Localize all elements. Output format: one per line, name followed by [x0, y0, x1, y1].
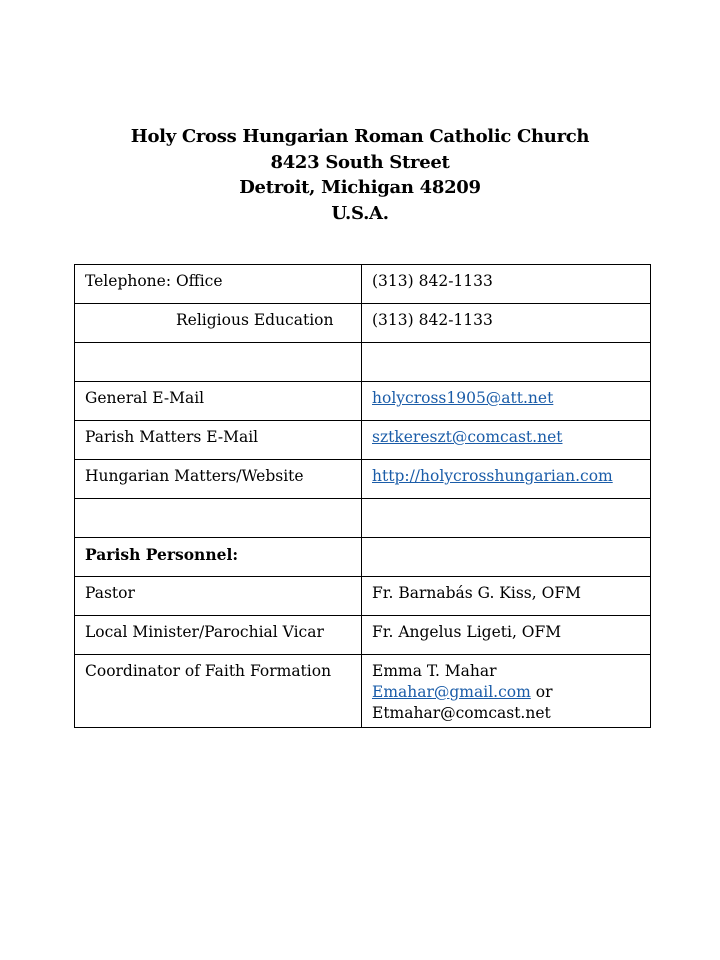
table-row: [75, 616, 651, 655]
table-row: [75, 304, 651, 343]
parish-personnel-heading: Parish Personnel:: [75, 538, 362, 577]
hungarian-website-cell: [362, 460, 651, 499]
city-state-zip: Detroit, Michigan 48209: [239, 177, 481, 198]
parish-email-cell: [362, 421, 651, 460]
empty-row: [75, 499, 651, 538]
religious-education-label: Religious Education: [176, 311, 334, 329]
vicar-label: Local Minister/Parochial Vicar: [75, 616, 362, 655]
table-row: [75, 421, 651, 460]
religious-education-cell: [75, 304, 362, 343]
table-row: [75, 538, 651, 577]
contact-table: [74, 264, 651, 728]
table-row: [75, 265, 651, 304]
or-text: or: [530, 683, 553, 701]
church-name: Holy Cross Hungarian Roman Catholic Church: [130, 126, 590, 147]
telephone-office-value: (313) 842-1133: [362, 265, 651, 304]
general-email-link[interactable]: holycross1905@att.net: [372, 389, 554, 407]
coordinator-email-link[interactable]: Emahar@gmail.com: [372, 683, 531, 701]
coordinator-cell: [362, 655, 651, 728]
empty-cell: [362, 538, 651, 577]
parish-email-link[interactable]: sztkereszt@comcast.net: [372, 428, 563, 446]
coordinator-email-line: [372, 682, 640, 703]
coordinator-email-alt: Etmahar@comcast.net: [372, 704, 551, 722]
empty-cell: [75, 499, 362, 538]
general-email-label: General E-Mail: [75, 382, 362, 421]
empty-row: [75, 343, 651, 382]
table-row: [75, 382, 651, 421]
table-row: [75, 577, 651, 616]
empty-cell: [75, 343, 362, 382]
website-link[interactable]: http://holycrosshungarian.com: [372, 467, 613, 485]
street-address: 8423 South Street: [270, 151, 450, 173]
coordinator-name: Emma T. Mahar: [372, 662, 497, 680]
vicar-value: Fr. Angelus Ligeti, OFM: [362, 616, 651, 655]
pastor-value: Fr. Barnabás G. Kiss, OFM: [362, 577, 651, 616]
religious-education-value: (313) 842-1133: [362, 304, 651, 343]
country: U.S.A.: [331, 202, 389, 224]
table-row: [75, 460, 651, 499]
coordinator-label: Coordinator of Faith Formation: [75, 655, 362, 728]
church-address-header: [0, 124, 720, 226]
telephone-office-label: Telephone: Office: [75, 265, 362, 304]
hungarian-website-label: Hungarian Matters/Website: [75, 460, 362, 499]
general-email-cell: [362, 382, 651, 421]
table-row: [75, 655, 651, 728]
empty-cell: [362, 499, 651, 538]
pastor-label: Pastor: [75, 577, 362, 616]
parish-email-label: Parish Matters E-Mail: [75, 421, 362, 460]
empty-cell: [362, 343, 651, 382]
